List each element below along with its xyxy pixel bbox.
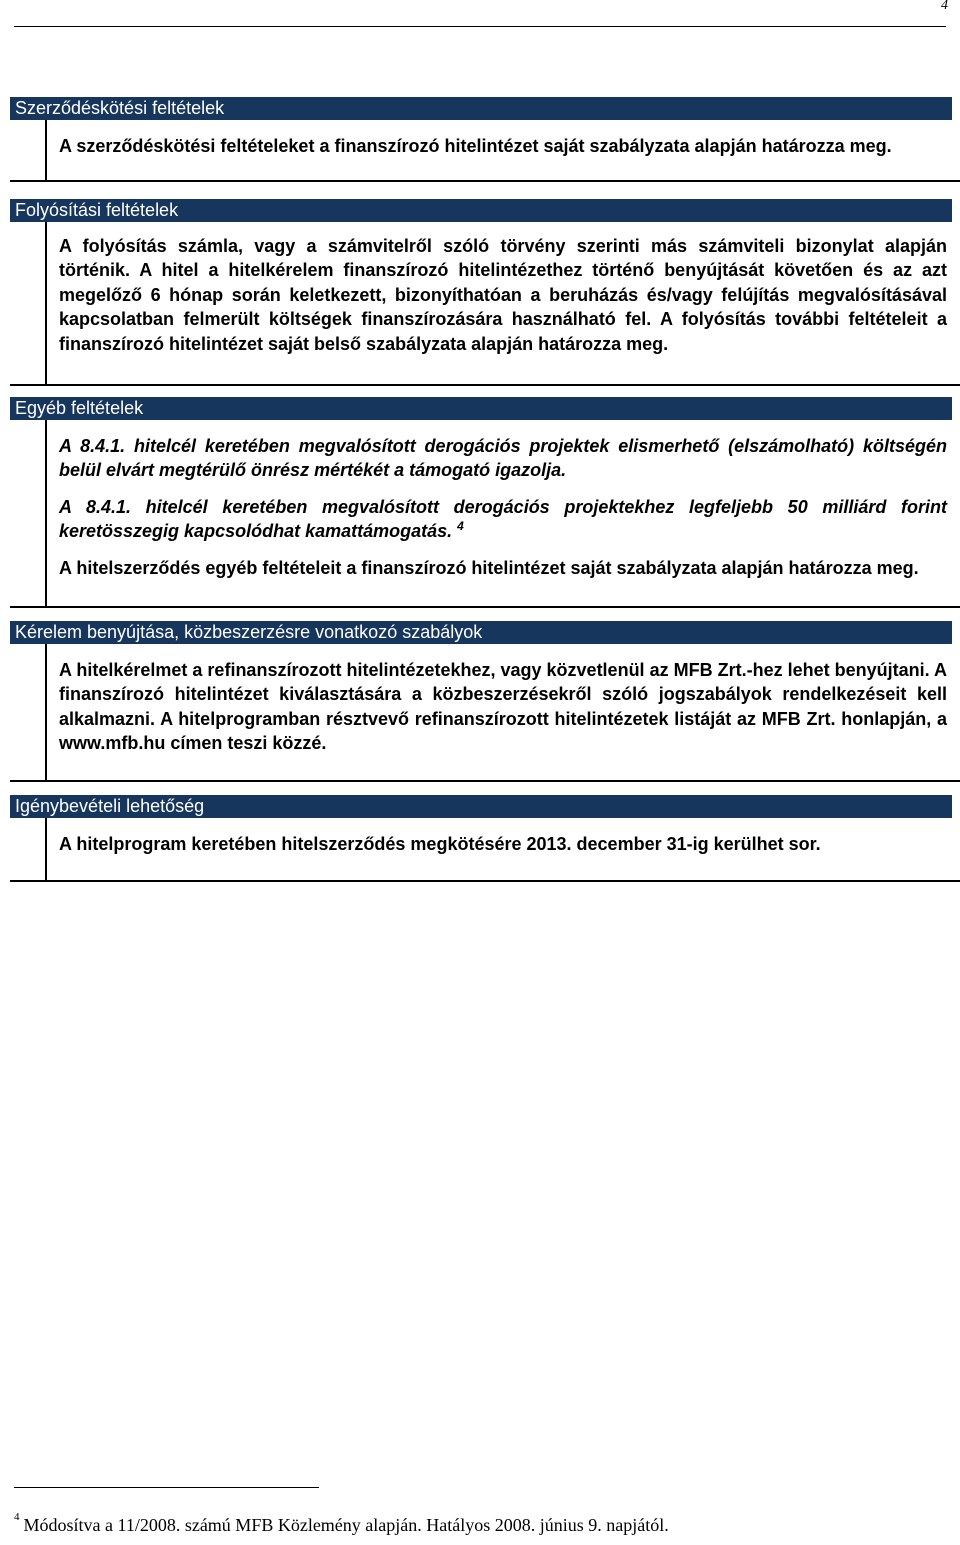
footnote-separator (14, 1487, 319, 1488)
section-title: Folyósítási feltételek (10, 199, 952, 222)
footnote (14, 1505, 669, 1545)
paragraph-italic: A 8.4.1. hitelcél keretében megvalósított derogációs projektek elismerhető (elszámolható) költségén belül elvárt megtérülő önrész mértékét a támogató igazolja. (59, 436, 947, 481)
section-body (45, 222, 952, 386)
section-application-procurement (10, 621, 952, 782)
paragraph: A folyósítás számla, vagy a számvitelről szóló törvény szerinti más számviteli bizonylat alapján történik. A hitel a hitelkérelem finanszírozó hitelintézethez történő benyújtását követően és az azt megelőző 6 hónap során keletkezett, bizonyíthatóan a beruházás és/vagy felújítás megvalósításával kapcsolatban felmerült költségek finanszírozására használható fel. A folyósítás további feltételeit a finanszírozó hitelintézet saját belső szabályzata alapján határozza meg. (59, 236, 947, 354)
section-availability (10, 795, 952, 882)
footnote-marker: 4 (14, 1511, 20, 1523)
paragraph: A hitelszerződés egyéb feltételeit a finanszírozó hitelintézet saját szabályzata alapján határozza meg. (59, 557, 919, 578)
section-title: Kérelem benyújtása, közbeszerzésre vonatkozó szabályok (10, 621, 952, 644)
section-body (45, 818, 952, 882)
paragraph: A hitelprogram keretében hitelszerződés megkötésére 2013. december 31-ig kerülhet sor. (59, 834, 821, 854)
page-number: 4 (941, 0, 948, 13)
section-title: Szerződéskötési feltételek (10, 97, 952, 120)
section-title: Egyéb feltételek (10, 397, 952, 420)
paragraph-text: A 8.4.1. hitelcél keretében megvalósított derogációs projektekhez legfeljebb 50 milliárd forint keretösszegig kapcsolódhat kamattámogatás. (59, 496, 947, 542)
paragraph: A hitelkérelmet a refinanszírozott hitelintézetekhez, vagy közvetlenül az MFB Zrt.-hez lehet benyújtani. A finanszírozó hitelintézet kiválasztására a közbeszerzésekről szóló jogszabályok rendelkezéseit kell alkalmazni. A hitelprogramban résztvevő refinanszírozott hitelintézetek listáját az MFB Zrt. honlapján, a www.mfb.hu címen teszi közzé. (59, 660, 947, 754)
section-other-terms (10, 397, 952, 608)
footnote-reference[interactable]: 4 (457, 519, 464, 534)
section-title: Igénybevételi lehetőség (10, 795, 952, 818)
footnote-text: Módosítva a 11/2008. számú MFB Közlemény alapján. Hatályos 2008. június 9. napjától. (23, 1515, 669, 1535)
section-disbursement-terms (10, 199, 952, 386)
section-body (45, 120, 952, 182)
paragraph: A szerződéskötési feltételeket a finanszírozó hitelintézet saját szabályzata alapján határozza meg. (59, 136, 892, 156)
section-body (45, 644, 952, 782)
section-body (45, 420, 952, 608)
paragraph-italic (47, 495, 952, 544)
section-contract-terms (10, 97, 952, 182)
header-rule (14, 26, 946, 27)
